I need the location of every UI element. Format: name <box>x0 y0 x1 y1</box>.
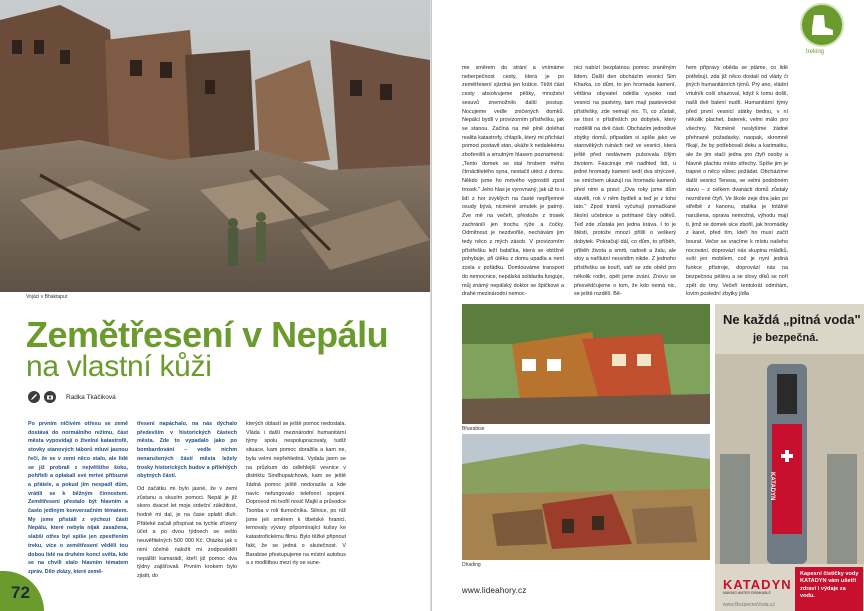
body-paragraph: kterých oblastí se ještě pomoc nedostala. Vláda i další mezinárodní humanitární týmy spolu nespolupracovaly, tudíž situace, kam pomoc doražila a kam ne, byla velmi nepřehledná. Vydala jsem se na průzkum do odlehlejší vesnice v distriktu Sindhupalchowk, kam se ještě žádná pomoc ještě nedorazila a kde navíc nefungovalo telefonní spojení. Doprovod mi tvořil nosič Majkl a průvodce Tsonba v roli tlumočníka. Silnice, po níž jsme jeli směrem k tibetské hranici, lemovaly vývary připomínající kulisy ke katastrofickému filmu. Bylo těžké připnout fakt, že se jedná o skutečnost. V Barabise přestupujeme na místní autobus a s modlitbou mezi rty se sune- <box>246 421 346 567</box>
ad-tagline: MAKING WATER DRINKABLE <box>723 591 771 595</box>
article-title-line1: Zemětřesení v Nepálu <box>26 314 389 355</box>
ad-promo-box: Kapesní čističky vody KATADYN vám ušetří zdraví i výdaje za vodu. <box>795 567 863 611</box>
earthquake-ruins-photo <box>0 0 430 292</box>
text-column-2 <box>574 64 676 298</box>
body-paragraph: nici nabízí bezplatnou pomoc zraněným lidem. Další den obcházím vesnicí Sim Kharka, co dům, to jen hromada kamení, většina obyvatel odešla vysoko nad vesnici na pastviny, tam mají pastevecké přístřešky, zde nemají nic. Ti, co zůstali, se tísní v přístřeších po dobytek, který rozdělili na dvě části. Obcházím jednotlivé zbytky domů, připadám si spíše jako ve starověkých ruinách než ve vesnici, která ještě před nedávnem pulsovala čilým životem. Fascinuje mě nadhled lidí, u jedné hromady kamení sedí dva strýcové, se smíchem ukazují na hromadu kamenů před nimi a praví: „Dva roky jsme dům stavěli, rok v něm bydleli a teď je z toho tato." Zpod trámů vyčuhují pomačkané školní učebnice a potrhané čáry oděvů. Teď zde zůstala jen jedna kráva. I to je štěstí, protože mnozí přišli o veškerý dobytek. Pokračují dál, co dům, to příběh, příběh života a smrti, radosti a žalu, ale stoy a naříkání neuvidím nikde. Z jednoho přístřešku se kouří, vaří se zde oběd pro několik rodin, opět jsme zváni. Znovu se přesvědčujeme o tom, že kdo nemá nic, se ještě rozdělí. Bě- <box>574 65 676 298</box>
treking-badge <box>800 3 844 47</box>
photo-caption: Bharabise <box>462 426 485 432</box>
body-paragraph: Od začátku mi bylo jasné, že v zemi zůstanu a skusím pomoci. Nepál je již skoro dvacet let moje srdeční záležitost, hodně mi dal, je na čase splatit dluh. Přáteké začali přispívat na tychle zřízený účet a po dvou týdnech se sešlo neuvěřitelných 500 000 Kč. Otázka jak s nimi účelně naložit mi zodpovědělí nepálští kamarádi, kteří již pomoc dva týdny zajišťovali. Prvním krokem bylo zjistit, do <box>137 485 237 579</box>
right-page <box>432 0 864 611</box>
body-paragraph: me směrem do strání a vnímáme neberpečnost cesty, která je po zemětřesení sjízdná jen krátce. Těžit část cesty absolvujeme pěšky, množství sesuvů znemožnilo další postup. Nocujeme vedle zničených domků. Nepálci bydlí v provizorním přístřešku, jak se stanou. Začíná na mě plně doléhat realita katastrofy, chlapík, který mi přichází pomoci postavit stan, ukáže k nedalekému zbořeništi a smutným hlasem poznamená: „Tento domek se stal hrobem mého čtrnáctiletého syna, nestačil utéct z domu. Někdo jsme ho mrtvého vyprostili zpod trosek." Jeho hlas je vyrovnaný, jak už to u lidí z hor zvyklých na časté nepříjemné osudy bývá, nicméně smutek je patrný. Zve mě na večeři, přestože z trosek zachránili jen trochu rýže a čočky. Odmítnout je nezdvořilé, nechávám jim tedy něco z mých zásob. V provizorním přístřešku leží babička, která se obtížně pohybuje, při útěku z domu upadla a není zcela v pořádku. Domlouváme transport do nemocnice, nepálská solidarita funguje, můj známý nepálský doktor se špičkové a drahé mezinárodní nemoc- <box>462 65 564 298</box>
section-label: treking <box>806 49 825 55</box>
hiking-boot-icon <box>802 5 842 45</box>
dhading-photo <box>462 434 710 560</box>
article-title-line2: na vlastní kůži <box>26 350 212 383</box>
lead-paragraph: Po prvním ničivém otřesu se země dostává do normálního režimu, část města vypovídají o živelné katastrofě, stovky stanových táborů mluví jasnou řečí, že se v zemi něco stalo, ale lidé se již probrali z největšího šoku, pohřbili a oplakali své mrtvé příbuzné a přátele, a pokud jim nespadl dům, vrátili se k běžným činnostem. Zemětřesení přestalo být hlavním a často jediným konverzačním tématem. My jsme přistáli z výchozí části Nepálu, které nebyla nijak zasažena, slabší otřes byl spíše jen zpestřením treku, více o zemětřesení věděli tou dobou lidé na druhém konci světa, kde se na chvíli stalo hlavním tématem zpráv. Dilo zkázy, které země- <box>28 421 128 575</box>
bharabise-photo <box>462 304 710 424</box>
katadyn-logo: KATADYN <box>723 577 792 592</box>
page-number: 72 <box>11 583 30 602</box>
pen-icon <box>28 391 40 403</box>
text-column-1 <box>462 64 564 298</box>
bottle-label: KATADYN <box>769 472 775 501</box>
text-column-1 <box>28 420 128 580</box>
ad-headline-1: Ne každá „pitná voda" <box>723 312 861 327</box>
ad-headline-2: je bezpečná. <box>753 332 819 344</box>
lead-paragraph-continued: třesení napáchalo, na nás dýchalo především v historických částech města. Zde to vypadalo jako po bombardování – vedle nichm nenarušených částí města ležely trosky historických budov a přilehlých obytných částí. <box>137 421 237 480</box>
body-paragraph: hem přípravy oběda se ptáme, co lidé potřebují, zda již něco dostali od vlády či jiných humanitárních týmů. Prý ano, vládní vrtulník coší shazoval, když k tomu došli, našli dvě balení nudlí. Humanitární týmy před první vesnicí státky bednu, v ní několik plachet, baterek, velmi málo pro všechny. Nicméně neslyšíme žádné přehnané požadavky, naopak, skromně říkají, že by potřebovali deku a karimatku, ale že jim stačí jedna pro čtyři osoby a hlavně plachtu místo střechy. Spíše jim je trapné o něco vůbec požádat. Obcházíme další vesnici Tenesa, ve velmi podobném stavu – z celkem dvanácti domů zůstaly nezničené čtyři. Ve škole zeje díra jako po střelbě z kanonu, statika je totálně narušena, oprava nemožná, výhodu mají ti, jimž se domek sice zbořil, jak hromádky z karet, před tím, kteří ho musí začít bourat. Večer se vracíme k místu našeho nocování, doprovází nás skupina mládků, svítí jen mobilem, což je nyní jediná funkce přístroje, doprovází nás na bezpečnou pěšinu a se slovy díků se noří zpět do tmy. Večeří tentokrát odmítám, lovím poslední zbytky jídla <box>686 65 788 298</box>
photo-caption: Vojáci v Bhaktapur <box>26 294 68 300</box>
text-column-3 <box>246 420 346 590</box>
camera-icon <box>44 391 56 403</box>
photo-caption: Dhading <box>462 562 481 568</box>
text-column-3 <box>686 64 788 298</box>
author-name: Radka Tkáčiková <box>66 393 116 401</box>
website-url[interactable]: www.lideahory.cz <box>462 586 527 595</box>
author-row <box>28 391 116 403</box>
ad-url[interactable]: www.BezpecnaVoda.cz <box>723 602 775 608</box>
katadyn-advert <box>715 304 864 611</box>
text-column-2 <box>137 420 237 590</box>
